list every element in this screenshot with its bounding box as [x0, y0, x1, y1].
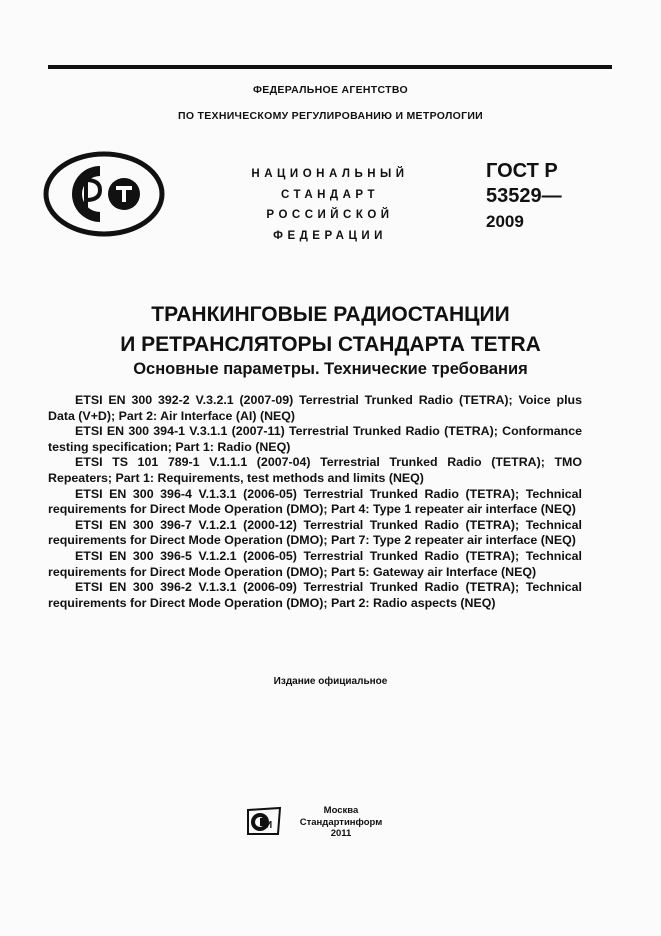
references-list	[48, 393, 582, 611]
publisher-name: Стандартинформ	[299, 816, 383, 828]
agency-line-1: ФЕДЕРАЛЬНОЕ АГЕНТСТВО	[253, 84, 408, 96]
agency-line-2: ПО ТЕХНИЧЕСКОМУ РЕГУЛИРОВАНИЮ И МЕТРОЛОГИИ	[177, 110, 484, 122]
rst-logo-icon	[42, 150, 166, 238]
label-line: ФЕДЕРАЦИИ	[273, 229, 387, 242]
designation-number: 53529—	[486, 185, 562, 207]
subtitle: Основные параметры. Технические требования	[133, 360, 528, 378]
reference: ETSI EN 300 396-4 V.1.3.1 (2006-05) Terrestrial Trunked Radio (TETRA); Technical requirements for Direct Mode Operation (DMO); Part 4: Type 1 repeater air interface (NEQ)	[48, 486, 582, 517]
reference: ETSI EN 300 396-2 V.1.3.1 (2006-09) Terrestrial Trunked Radio (TETRA); Technical requirements for Direct Mode Operation (DMO); Part 2: Radio aspects (NEQ)	[48, 580, 582, 610]
edition-label: Издание официальное	[273, 676, 388, 687]
reference: ETSI EN 300 396-5 V.1.2.1 (2006-05) Terrestrial Trunked Radio (TETRA); Technical requirements for Direct Mode Operation (DMO); Part 5: Gateway air Interface (NEQ)	[48, 548, 582, 579]
svg-text:И: И	[265, 820, 273, 831]
publisher-info	[296, 805, 386, 840]
label-line: НАЦИОНАЛЬНЫЙ	[251, 168, 409, 180]
standard-designation	[486, 159, 562, 234]
publisher-year: 2011	[330, 828, 352, 839]
label-line: СТАНДАРТ	[281, 188, 379, 201]
national-standard-label	[230, 164, 430, 246]
reference: ETSI EN 300 392-2 V.3.2.1 (2007-09) Terrestrial Trunked Radio (TETRA); Voice plus Data (V+D); Part 2: Air Interface (AI) (NEQ)	[48, 393, 582, 423]
publisher-city: Москва	[323, 805, 359, 816]
label-line: РОССИЙСКОЙ	[266, 209, 394, 221]
reference: ETSI TS 101 789-1 V.1.1.1 (2007-04) Terrestrial Trunked Radio (TETRA); TMO Repeaters; Part 1: Requirements, test methods and limits (NEQ)	[48, 455, 582, 485]
title-line-2: И РЕТРАНСЛЯТОРЫ СТАНДАРТА TETRA	[120, 333, 541, 356]
title-line-1: ТРАНКИНГОВЫЕ РАДИОСТАНЦИИ	[151, 303, 510, 326]
designation-year: 2009	[486, 212, 524, 231]
standartinform-logo-icon	[246, 806, 284, 836]
reference: ETSI EN 300 394-1 V.3.1.1 (2007-11) Terrestrial Trunked Radio (TETRA); Conformance testing specification; Part 1: Radio (NEQ)	[48, 424, 582, 454]
reference: ETSI EN 300 396-7 V.1.2.1 (2000-12) Terrestrial Trunked Radio (TETRA); Technical requirements for Direct Mode Operation (DMO); Part 7: Type 2 repeater air interface (NEQ)	[48, 517, 582, 548]
designation-line: ГОСТ Р	[486, 160, 558, 182]
top-rule	[48, 65, 612, 69]
